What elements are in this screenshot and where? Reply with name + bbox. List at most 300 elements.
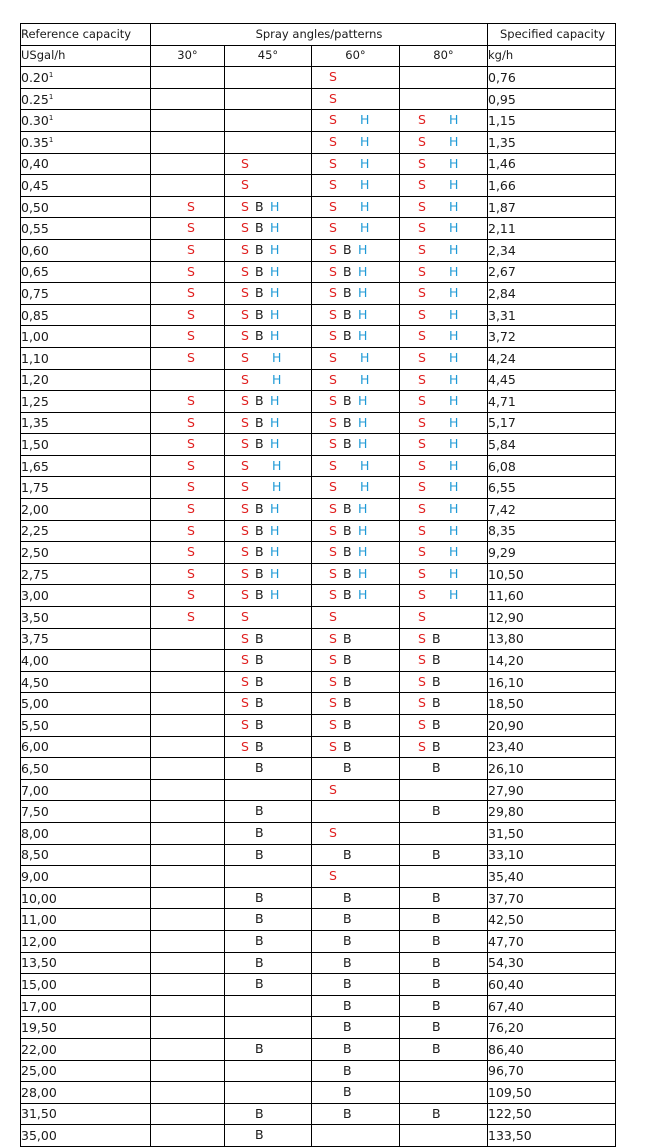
pattern-mark-s: S <box>329 414 337 430</box>
pattern-mark-b: B <box>343 328 352 344</box>
pattern-cell-80 <box>400 369 488 391</box>
pattern-cell-30 <box>151 520 225 542</box>
pattern-cell-80 <box>400 866 488 888</box>
pattern-mark-h: H <box>449 198 459 214</box>
pattern-mark-b: B <box>255 1105 264 1121</box>
reference-value: 19,50 <box>21 1020 57 1036</box>
reference-capacity-cell <box>21 455 151 477</box>
reference-capacity-cell <box>21 239 151 261</box>
pattern-mark-h: H <box>358 544 368 560</box>
pattern-mark-h: H <box>270 522 280 538</box>
reference-capacity-cell <box>21 347 151 369</box>
specified-capacity-cell: 1,87 <box>488 196 616 218</box>
reference-capacity-cell <box>21 822 151 844</box>
pattern-mark-s: S <box>418 306 426 322</box>
pattern-mark-s: S <box>418 522 426 538</box>
pattern-mark-b: B <box>343 997 352 1013</box>
pattern-mark-s: S <box>187 285 195 301</box>
pattern-mark-b: B <box>343 630 352 646</box>
table-row <box>21 153 616 175</box>
pattern-cell-30 <box>151 88 225 110</box>
reference-capacity-cell <box>21 866 151 888</box>
reference-capacity-cell <box>21 434 151 456</box>
reference-value: 1,10 <box>21 350 49 366</box>
pattern-cell-80 <box>400 1103 488 1125</box>
pattern-cell-80 <box>400 995 488 1017</box>
table-row <box>21 1103 616 1125</box>
pattern-cell-30 <box>151 391 225 413</box>
pattern-mark-b: B <box>343 306 352 322</box>
reference-value: 1,75 <box>21 480 49 496</box>
specified-capacity-cell: 29,80 <box>488 801 616 823</box>
pattern-mark-s: S <box>418 198 426 214</box>
footnote-marker: 1 <box>48 92 54 101</box>
pattern-mark-s: S <box>241 306 249 322</box>
specified-capacity-cell: 11,60 <box>488 585 616 607</box>
pattern-mark-h: H <box>358 241 368 257</box>
pattern-cell-45 <box>225 391 312 413</box>
pattern-mark-b: B <box>432 932 441 948</box>
pattern-mark-b: B <box>255 565 264 581</box>
table-row <box>21 671 616 693</box>
pattern-mark-s: S <box>329 781 337 797</box>
reference-capacity-cell <box>21 153 151 175</box>
header-row-titles <box>21 24 616 46</box>
pattern-mark-s: S <box>329 587 337 603</box>
pattern-cell-30 <box>151 995 225 1017</box>
reference-capacity-cell <box>21 736 151 758</box>
pattern-mark-b: B <box>343 1084 352 1100</box>
pattern-cell-80 <box>400 887 488 909</box>
pattern-mark-h: H <box>449 414 459 430</box>
pattern-mark-s: S <box>329 371 337 387</box>
reference-value: 0,50 <box>21 199 49 215</box>
pattern-mark-h: H <box>449 155 459 171</box>
pattern-mark-h: H <box>358 306 368 322</box>
pattern-mark-s: S <box>418 328 426 344</box>
pattern-mark-s: S <box>329 241 337 257</box>
reference-value: 28,00 <box>21 1084 57 1100</box>
pattern-mark-s: S <box>329 652 337 668</box>
pattern-mark-b: B <box>432 652 441 668</box>
pattern-cell-60 <box>312 866 400 888</box>
pattern-mark-s: S <box>241 241 249 257</box>
specified-capacity-cell: 1,35 <box>488 131 616 153</box>
specified-capacity-cell: 2,11 <box>488 218 616 240</box>
pattern-cell-60 <box>312 110 400 132</box>
pattern-cell-80 <box>400 304 488 326</box>
pattern-mark-s: S <box>329 306 337 322</box>
pattern-mark-b: B <box>255 263 264 279</box>
pattern-cell-45 <box>225 175 312 197</box>
pattern-mark-s: S <box>329 393 337 409</box>
pattern-mark-b: B <box>343 522 352 538</box>
pattern-mark-s: S <box>241 587 249 603</box>
pattern-cell-60 <box>312 844 400 866</box>
reference-capacity-cell <box>21 196 151 218</box>
pattern-cell-60 <box>312 930 400 952</box>
pattern-cell-30 <box>151 434 225 456</box>
specified-capacity-cell: 47,70 <box>488 930 616 952</box>
pattern-cell-30 <box>151 239 225 261</box>
pattern-cell-80 <box>400 585 488 607</box>
pattern-cell-60 <box>312 391 400 413</box>
pattern-cell-30 <box>151 131 225 153</box>
specified-capacity-cell: 9,29 <box>488 542 616 564</box>
pattern-mark-s: S <box>329 673 337 689</box>
pattern-mark-b: B <box>255 911 264 927</box>
pattern-mark-h: H <box>449 112 459 128</box>
pattern-cell-60 <box>312 477 400 499</box>
pattern-mark-h: H <box>270 414 280 430</box>
pattern-cell-45 <box>225 261 312 283</box>
pattern-mark-b: B <box>255 803 264 819</box>
pattern-cell-45 <box>225 88 312 110</box>
pattern-cell-60 <box>312 239 400 261</box>
pattern-mark-b: B <box>432 846 441 862</box>
pattern-cell-80 <box>400 801 488 823</box>
pattern-cell-45 <box>225 455 312 477</box>
pattern-cell-30 <box>151 887 225 909</box>
pattern-cell-80 <box>400 671 488 693</box>
specified-capacity-cell: 1,66 <box>488 175 616 197</box>
pattern-mark-s: S <box>418 544 426 560</box>
pattern-mark-b: B <box>343 565 352 581</box>
pattern-cell-30 <box>151 909 225 931</box>
table-row <box>21 779 616 801</box>
pattern-cell-60 <box>312 995 400 1017</box>
pattern-mark-b: B <box>343 695 352 711</box>
pattern-cell-45 <box>225 67 312 89</box>
pattern-mark-b: B <box>255 306 264 322</box>
pattern-cell-30 <box>151 844 225 866</box>
pattern-cell-30 <box>151 1038 225 1060</box>
pattern-mark-s: S <box>241 609 249 625</box>
pattern-mark-s: S <box>329 824 337 840</box>
table-row <box>21 1038 616 1060</box>
table-row <box>21 736 616 758</box>
pattern-mark-b: B <box>432 630 441 646</box>
pattern-cell-60 <box>312 412 400 434</box>
pattern-mark-s: S <box>329 436 337 452</box>
pattern-mark-h: H <box>270 285 280 301</box>
pattern-cell-80 <box>400 434 488 456</box>
reference-capacity-cell <box>21 930 151 952</box>
pattern-mark-h: H <box>270 501 280 517</box>
pattern-cell-30 <box>151 67 225 89</box>
pattern-mark-b: B <box>255 198 264 214</box>
pattern-cell-60 <box>312 131 400 153</box>
pattern-mark-s: S <box>187 306 195 322</box>
reference-value: 0,60 <box>21 242 49 258</box>
pattern-mark-s: S <box>241 198 249 214</box>
reference-value: 10,00 <box>21 890 57 906</box>
reference-value: 0.30 <box>21 113 49 129</box>
reference-value: 1,25 <box>21 393 49 409</box>
pattern-mark-s: S <box>418 112 426 128</box>
specified-capacity-cell: 1,46 <box>488 153 616 175</box>
angle-60-header: 60° <box>312 45 400 67</box>
pattern-cell-30 <box>151 1125 225 1147</box>
reference-capacity-cell <box>21 585 151 607</box>
reference-capacity-cell <box>21 650 151 672</box>
pattern-mark-b: B <box>343 414 352 430</box>
pattern-cell-30 <box>151 304 225 326</box>
pattern-mark-h: H <box>360 155 370 171</box>
nozzle-capacity-table <box>20 23 616 1147</box>
pattern-mark-b: B <box>255 436 264 452</box>
pattern-cell-30 <box>151 261 225 283</box>
pattern-mark-h: H <box>270 220 280 236</box>
pattern-cell-30 <box>151 347 225 369</box>
pattern-mark-b: B <box>343 501 352 517</box>
pattern-mark-b: B <box>255 414 264 430</box>
table-row <box>21 499 616 521</box>
specified-capacity-cell: 54,30 <box>488 952 616 974</box>
pattern-mark-s: S <box>241 371 249 387</box>
reference-capacity-cell <box>21 952 151 974</box>
reference-capacity-cell <box>21 391 151 413</box>
pattern-mark-h: H <box>449 241 459 257</box>
table-row <box>21 909 616 931</box>
specified-capacity-cell: 109,50 <box>488 1082 616 1104</box>
reference-capacity-cell <box>21 671 151 693</box>
table-row <box>21 239 616 261</box>
pattern-mark-s: S <box>329 220 337 236</box>
reference-value: 2,50 <box>21 545 49 561</box>
pattern-cell-80 <box>400 758 488 780</box>
pattern-cell-45 <box>225 844 312 866</box>
table-row <box>21 88 616 110</box>
pattern-mark-h: H <box>358 414 368 430</box>
pattern-cell-80 <box>400 628 488 650</box>
pattern-mark-s: S <box>329 285 337 301</box>
pattern-cell-80 <box>400 607 488 629</box>
specified-capacity-cell: 23,40 <box>488 736 616 758</box>
pattern-mark-s: S <box>241 436 249 452</box>
reference-value: 7,50 <box>21 804 49 820</box>
pattern-mark-s: S <box>241 673 249 689</box>
pattern-cell-30 <box>151 175 225 197</box>
table-row <box>21 563 616 585</box>
pattern-cell-80 <box>400 542 488 564</box>
reference-capacity-cell <box>21 369 151 391</box>
pattern-mark-h: H <box>449 371 459 387</box>
pattern-mark-s: S <box>418 414 426 430</box>
pattern-cell-45 <box>225 434 312 456</box>
pattern-mark-b: B <box>255 824 264 840</box>
pattern-mark-s: S <box>418 220 426 236</box>
pattern-mark-s: S <box>241 630 249 646</box>
reference-value: 0.20 <box>21 69 49 85</box>
pattern-cell-45 <box>225 239 312 261</box>
reference-capacity-cell <box>21 1125 151 1147</box>
pattern-cell-45 <box>225 607 312 629</box>
pattern-cell-45 <box>225 283 312 305</box>
pattern-mark-h: H <box>449 220 459 236</box>
pattern-mark-s: S <box>329 177 337 193</box>
reference-value: 15,00 <box>21 976 57 992</box>
pattern-mark-s: S <box>418 285 426 301</box>
specified-capacity-cell: 4,45 <box>488 369 616 391</box>
pattern-mark-b: B <box>255 846 264 862</box>
pattern-mark-b: B <box>432 889 441 905</box>
pattern-cell-45 <box>225 499 312 521</box>
reference-capacity-cell <box>21 1082 151 1104</box>
pattern-cell-30 <box>151 563 225 585</box>
reference-value: 0,40 <box>21 156 49 172</box>
pattern-cell-45 <box>225 693 312 715</box>
pattern-cell-80 <box>400 736 488 758</box>
specified-capacity-cell: 96,70 <box>488 1060 616 1082</box>
pattern-mark-b: B <box>343 1062 352 1078</box>
pattern-mark-b: B <box>255 738 264 754</box>
pattern-cell-60 <box>312 261 400 283</box>
pattern-mark-b: B <box>255 241 264 257</box>
pattern-mark-h: H <box>449 328 459 344</box>
pattern-mark-s: S <box>187 241 195 257</box>
pattern-mark-s: S <box>418 436 426 452</box>
reference-unit: USgal/h <box>21 45 151 67</box>
pattern-mark-h: H <box>270 306 280 322</box>
specified-capacity-cell: 37,70 <box>488 887 616 909</box>
pattern-mark-h: H <box>272 371 282 387</box>
table-row <box>21 67 616 89</box>
pattern-mark-h: H <box>449 479 459 495</box>
reference-value: 2,25 <box>21 523 49 539</box>
pattern-mark-s: S <box>329 738 337 754</box>
pattern-cell-60 <box>312 1038 400 1060</box>
pattern-mark-h: H <box>449 544 459 560</box>
pattern-cell-80 <box>400 1060 488 1082</box>
reference-capacity-cell <box>21 499 151 521</box>
pattern-cell-30 <box>151 369 225 391</box>
pattern-mark-s: S <box>418 565 426 581</box>
pattern-cell-30 <box>151 1082 225 1104</box>
pattern-mark-h: H <box>270 436 280 452</box>
pattern-cell-80 <box>400 1038 488 1060</box>
pattern-mark-s: S <box>418 177 426 193</box>
table-row <box>21 628 616 650</box>
pattern-cell-80 <box>400 715 488 737</box>
pattern-mark-b: B <box>432 738 441 754</box>
pattern-mark-b: B <box>255 501 264 517</box>
pattern-cell-80 <box>400 693 488 715</box>
pattern-mark-b: B <box>343 760 352 776</box>
pattern-cell-60 <box>312 1017 400 1039</box>
pattern-mark-h: H <box>449 263 459 279</box>
pattern-cell-60 <box>312 822 400 844</box>
pattern-cell-30 <box>151 866 225 888</box>
table-row <box>21 412 616 434</box>
pattern-mark-s: S <box>418 457 426 473</box>
pattern-mark-b: B <box>255 1127 264 1143</box>
pattern-cell-30 <box>151 218 225 240</box>
pattern-cell-80 <box>400 974 488 996</box>
table-row <box>21 477 616 499</box>
pattern-cell-30 <box>151 585 225 607</box>
table-row <box>21 304 616 326</box>
pattern-cell-60 <box>312 196 400 218</box>
pattern-mark-b: B <box>343 544 352 560</box>
pattern-mark-b: B <box>432 717 441 732</box>
pattern-mark-b: B <box>343 393 352 409</box>
pattern-cell-60 <box>312 671 400 693</box>
pattern-mark-s: S <box>418 349 426 365</box>
reference-value: 1,20 <box>21 372 49 388</box>
pattern-mark-b: B <box>343 285 352 301</box>
pattern-mark-b: B <box>255 285 264 301</box>
pattern-cell-45 <box>225 628 312 650</box>
pattern-cell-45 <box>225 1103 312 1125</box>
pattern-mark-b: B <box>255 544 264 560</box>
pattern-mark-h: H <box>358 263 368 279</box>
pattern-mark-b: B <box>343 263 352 279</box>
table-row <box>21 844 616 866</box>
pattern-cell-60 <box>312 304 400 326</box>
pattern-mark-h: H <box>358 393 368 409</box>
specified-capacity-cell: 13,80 <box>488 628 616 650</box>
specified-unit: kg/h <box>488 45 616 67</box>
pattern-mark-s: S <box>329 328 337 344</box>
pattern-mark-s: S <box>241 717 249 732</box>
pattern-mark-b: B <box>255 932 264 948</box>
reference-value: 25,00 <box>21 1063 57 1079</box>
pattern-mark-s: S <box>329 155 337 171</box>
pattern-mark-h: H <box>272 479 282 495</box>
pattern-mark-h: H <box>360 198 370 214</box>
specified-capacity-cell: 33,10 <box>488 844 616 866</box>
pattern-cell-80 <box>400 412 488 434</box>
pattern-mark-s: S <box>329 263 337 279</box>
table-row <box>21 1082 616 1104</box>
pattern-cell-80 <box>400 391 488 413</box>
specified-capacity-cell: 5,84 <box>488 434 616 456</box>
reference-capacity-cell <box>21 1017 151 1039</box>
pattern-mark-s: S <box>187 328 195 344</box>
pattern-cell-60 <box>312 218 400 240</box>
table-row <box>21 261 616 283</box>
pattern-cell-45 <box>225 304 312 326</box>
reference-capacity-cell <box>21 715 151 737</box>
pattern-mark-h: H <box>270 544 280 560</box>
pattern-mark-b: B <box>343 911 352 927</box>
pattern-cell-60 <box>312 283 400 305</box>
table-row <box>21 1017 616 1039</box>
pattern-mark-b: B <box>432 1105 441 1121</box>
specified-capacity-cell: 122,50 <box>488 1103 616 1125</box>
pattern-cell-45 <box>225 995 312 1017</box>
reference-value: 6,00 <box>21 739 49 755</box>
reference-value: 13,50 <box>21 955 57 971</box>
pattern-cell-45 <box>225 520 312 542</box>
reference-value: 2,00 <box>21 501 49 517</box>
pattern-mark-h: H <box>360 479 370 495</box>
pattern-mark-s: S <box>241 155 249 171</box>
pattern-mark-s: S <box>241 522 249 538</box>
reference-capacity-cell <box>21 131 151 153</box>
pattern-cell-30 <box>151 542 225 564</box>
pattern-cell-80 <box>400 218 488 240</box>
pattern-cell-60 <box>312 563 400 585</box>
reference-capacity-cell <box>21 67 151 89</box>
pattern-cell-60 <box>312 175 400 197</box>
reference-value: 6,50 <box>21 760 49 776</box>
pattern-mark-h: H <box>449 501 459 517</box>
table-row <box>21 1125 616 1147</box>
pattern-cell-30 <box>151 736 225 758</box>
pattern-mark-b: B <box>343 1105 352 1121</box>
